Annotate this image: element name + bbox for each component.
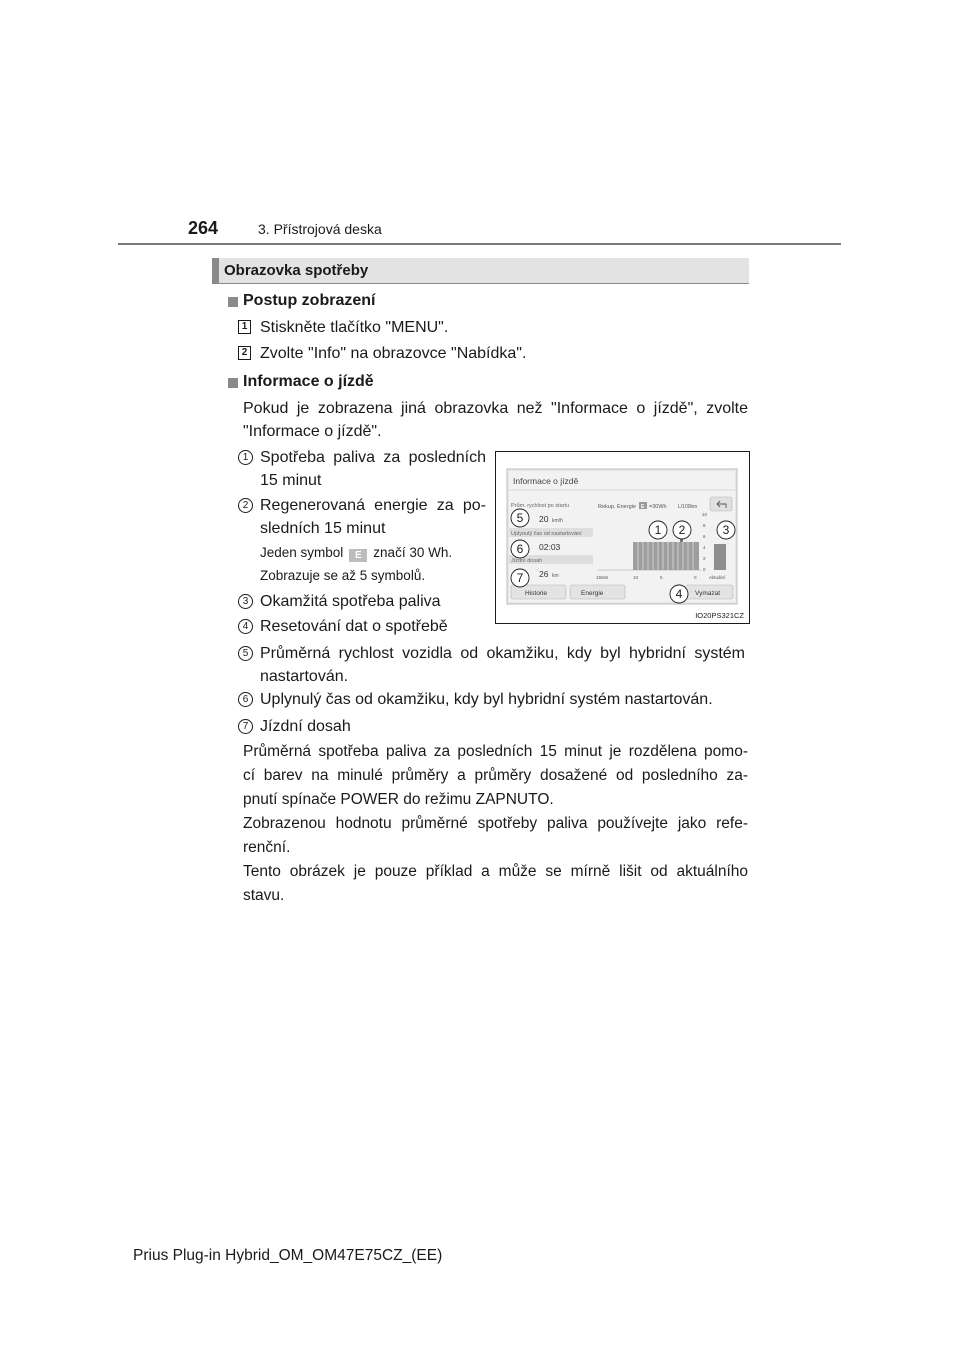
paragraph-fuel xyxy=(243,740,748,812)
paragraph-reference-line-1: Zobrazenou hodnotu průměrné spotřeby paliva používejte jako refe- xyxy=(243,815,748,832)
callout-number-6: 6 xyxy=(516,542,524,556)
callout-number-2: 2 xyxy=(678,523,686,537)
screen-current-bar xyxy=(714,544,726,570)
item-6-text: Uplynulý čas od okamžiku, kdy byl hybridní systém nastartován. xyxy=(260,691,713,708)
screen-history-label: Historie xyxy=(525,590,548,597)
procedure-title: Postup zobrazení xyxy=(243,292,376,309)
screen-time-value: 02:03 xyxy=(539,542,561,552)
symbol-note-after: značí 30 Wh. xyxy=(373,545,453,560)
callout-number-3: 3 xyxy=(722,523,730,537)
square-bullet-icon xyxy=(228,297,238,307)
paragraph-reference xyxy=(243,812,748,860)
symbol-note-before: Jeden symbol xyxy=(260,545,344,560)
callout-number-7: 7 xyxy=(516,571,524,585)
paragraph-fuel-line-1: Průměrná spotřeba paliva za posledních 15 minut je rozdělena pomo- xyxy=(243,743,748,760)
screen-current-label: Aktuální xyxy=(709,575,726,580)
callout-badge-5: 5 xyxy=(238,646,253,661)
item-1-line-1: Spotřeba paliva za posledních xyxy=(260,449,486,466)
item-3-text: Okamžitá spotřeba paliva xyxy=(260,593,441,610)
item-5-line-1: Průměrná rychlost vozidla od okamžiku, kdy byl hybridní systém xyxy=(260,645,745,662)
square-bullet-icon xyxy=(228,378,238,388)
screen-y-tick: 10 xyxy=(702,512,708,517)
step-text-1: Stiskněte tlačítko "MENU". xyxy=(260,319,449,336)
screen-energy-label: Energie xyxy=(581,590,604,597)
section-title: Obrazovka spotřeby xyxy=(224,262,369,279)
item-5-line-2: nastartován. xyxy=(260,668,349,685)
intro-line-2: "Informace o jízdě". xyxy=(243,423,382,440)
figure-code: IO20PS321CZ xyxy=(695,611,744,620)
step-badge-1: 1 xyxy=(238,320,251,334)
screen-speed-value: 20 xyxy=(539,514,549,524)
screen-y-tick: 8 xyxy=(703,523,706,528)
screen-x-tick: 15Min xyxy=(596,575,609,580)
screen-x-tick: 5 xyxy=(660,575,663,580)
item-7-text: Jízdní dosah xyxy=(260,718,351,735)
chapter-title: 3. Přístrojová deska xyxy=(258,221,382,237)
screen-time-label: Uplynulý čas od nastartování xyxy=(511,531,582,537)
screen-figure xyxy=(495,451,750,624)
screen-range-value: 26 xyxy=(539,569,549,579)
callout-number-5: 5 xyxy=(516,511,524,525)
screen-x-tick: 10 xyxy=(633,575,639,580)
screen-y-tick: 0 xyxy=(703,567,706,572)
item-2-line-1: Regenerovaná energie za po- xyxy=(260,497,486,514)
screen-y-tick: 6 xyxy=(703,534,706,539)
callout-badge-4: 4 xyxy=(238,619,253,634)
paragraph-example-line-1: Tento obrázek je pouze příklad a může se mírně lišit od aktuálního xyxy=(243,863,748,880)
paragraph-fuel-line-2: cí barev na minulé průměry a průměry dosažené od posledního za- xyxy=(243,767,748,784)
callout-badge-3: 3 xyxy=(238,594,253,609)
screen-x-tick: 0 xyxy=(694,575,697,580)
svg-text:E: E xyxy=(641,504,645,510)
callout-badge-6: 6 xyxy=(238,692,253,707)
symbol-note xyxy=(260,545,452,562)
trip-info-title: Informace o jízdě xyxy=(243,373,374,390)
screen-speed-label: Prům. rychlost po startu xyxy=(511,503,570,509)
callout-number-4: 4 xyxy=(675,587,683,601)
screen-regen-unit: =30Wh xyxy=(649,504,667,510)
callout-badge-1: 1 xyxy=(238,450,253,465)
paragraph-example xyxy=(243,860,748,908)
callout-number-1: 1 xyxy=(654,523,662,537)
screen-y-tick: 2 xyxy=(703,556,706,561)
item-2-line-2: sledních 15 minut xyxy=(260,520,386,537)
paragraph-reference-line-2: renční. xyxy=(243,839,291,856)
intro-line-1: Pokud je zobrazena jiná obrazovka než "Informace o jízdě", zvolte xyxy=(243,400,748,417)
symbol-note-2: Zobrazuje se až 5 symbolů. xyxy=(260,568,426,583)
screen-y-tick: 4 xyxy=(703,545,706,550)
screen-title: Informace o jízdě xyxy=(513,476,579,486)
screen-speed-unit: km/h xyxy=(552,518,563,524)
item-1-line-2: 15 minut xyxy=(260,472,322,489)
page-number: 264 xyxy=(188,218,219,238)
screen-range-unit: km xyxy=(552,573,559,579)
screen-regen-label: Rekup. Energie xyxy=(598,504,636,510)
paragraph-fuel-line-3: pnutí spínače POWER do režimu ZAPNUTO. xyxy=(243,791,554,808)
step-badge-2: 2 xyxy=(238,346,251,360)
header-rule xyxy=(118,243,841,245)
callout-badge-7: 7 xyxy=(238,719,253,734)
screen-reset-label: Vymazat xyxy=(695,590,721,597)
callout-badge-2: 2 xyxy=(238,498,253,513)
paragraph-example-line-2: stavu. xyxy=(243,887,285,904)
item-4-text: Resetování dat o spotřebě xyxy=(260,618,448,635)
step-text-2: Zvolte "Info" na obrazovce "Nabídka". xyxy=(260,345,527,362)
footer-text: Prius Plug-in Hybrid_OM_OM47E75CZ_(EE) xyxy=(133,1247,443,1264)
screen-range-label: Jízdní dosah xyxy=(511,558,543,564)
screen-unit-label: L/100km xyxy=(678,504,698,510)
energy-symbol-icon: E xyxy=(349,549,367,562)
screen-illustration xyxy=(496,452,749,623)
